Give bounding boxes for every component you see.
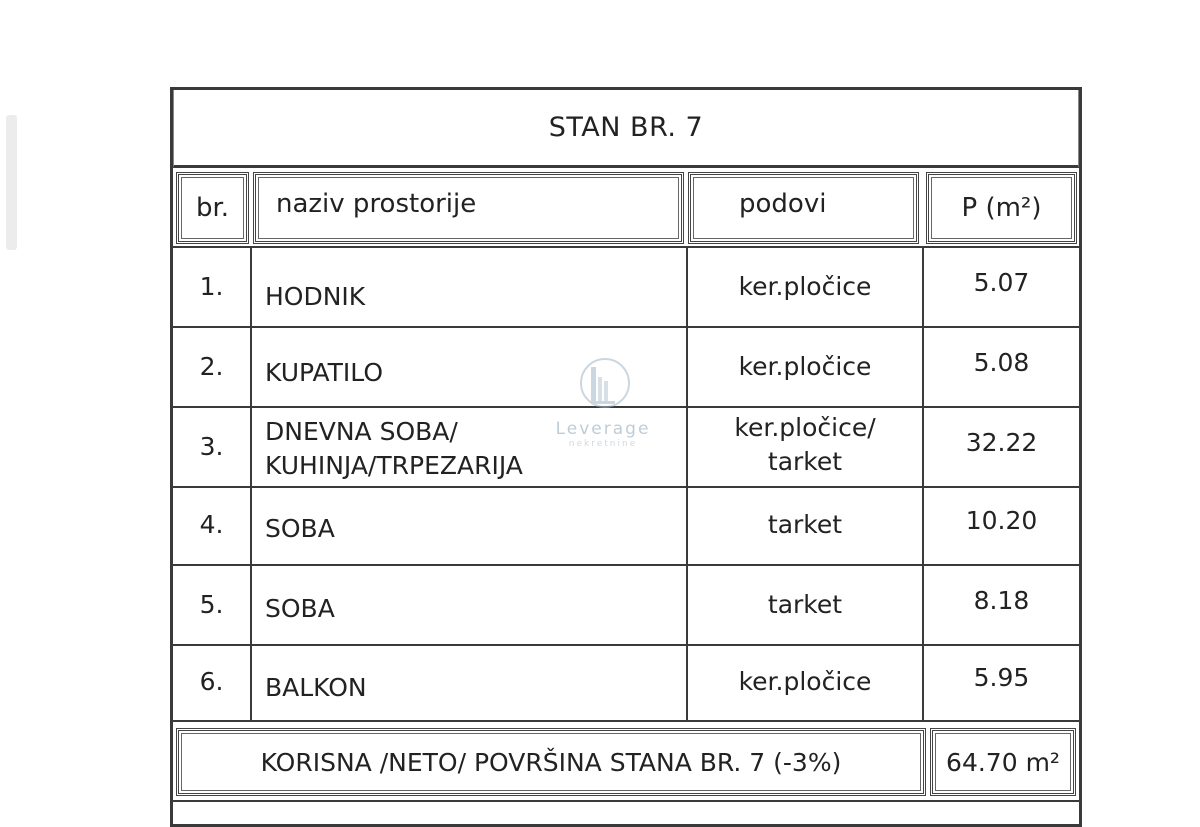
row-1-num: 1.: [199, 272, 224, 302]
row-4-area: 10.20: [965, 506, 1038, 536]
row-2-num: 2.: [199, 352, 224, 382]
table-title: STAN BR. 7: [173, 90, 1079, 168]
row-1-area: 5.07: [973, 268, 1030, 298]
row-2-name: KUPATILO: [265, 358, 384, 388]
row-4-floor: tarket: [767, 510, 843, 540]
header-name-label: naziv prostorije: [276, 189, 477, 219]
row-3-name: DNEVNA SOBA/ KUHINJA/TRPEZARIJA: [265, 417, 523, 480]
row-2-area: 5.08: [973, 348, 1030, 378]
row-5-num: 5.: [199, 590, 224, 620]
row-3-area: 32.22: [965, 428, 1038, 458]
watermark: [548, 355, 658, 455]
watermark-brand: Leverage: [555, 419, 651, 439]
row-3-num: 3.: [199, 432, 224, 462]
header-floor-label: podovi: [739, 189, 827, 219]
header-name: [253, 172, 684, 244]
building-logo-icon: [573, 355, 633, 415]
row-6-name: BALKON: [265, 673, 367, 703]
row-6-num: 6.: [199, 667, 224, 697]
total-label: KORISNA /NETO/ POVRŠINA STANA BR. 7 (-3%): [176, 728, 926, 796]
row-2-floor: ker.pločice: [738, 352, 872, 382]
row-5-floor: tarket: [767, 590, 843, 620]
header-area-label: P (m²): [961, 193, 1042, 223]
row-6-floor: ker.pločice: [738, 667, 872, 697]
header-area: [926, 172, 1077, 244]
scrollbar-track: [6, 115, 17, 250]
header-floor: [688, 172, 919, 244]
row-1-name: HODNIK: [265, 282, 366, 312]
row-5-area: 8.18: [973, 586, 1030, 616]
row-3-floor: ker.pločice/ tarket: [734, 413, 876, 476]
row-4-name: SOBA: [265, 514, 335, 544]
total-value: 64.70 m²: [930, 728, 1076, 796]
row-1-floor: ker.pločice: [738, 272, 872, 302]
row-4-num: 4.: [199, 510, 224, 540]
watermark-sub: nekretnine: [568, 439, 638, 449]
row-5-name: SOBA: [265, 594, 335, 624]
room-table: [170, 87, 1082, 827]
row-6-area: 5.95: [973, 663, 1030, 693]
header-num: [176, 172, 249, 244]
header-num-label: br.: [195, 193, 230, 223]
